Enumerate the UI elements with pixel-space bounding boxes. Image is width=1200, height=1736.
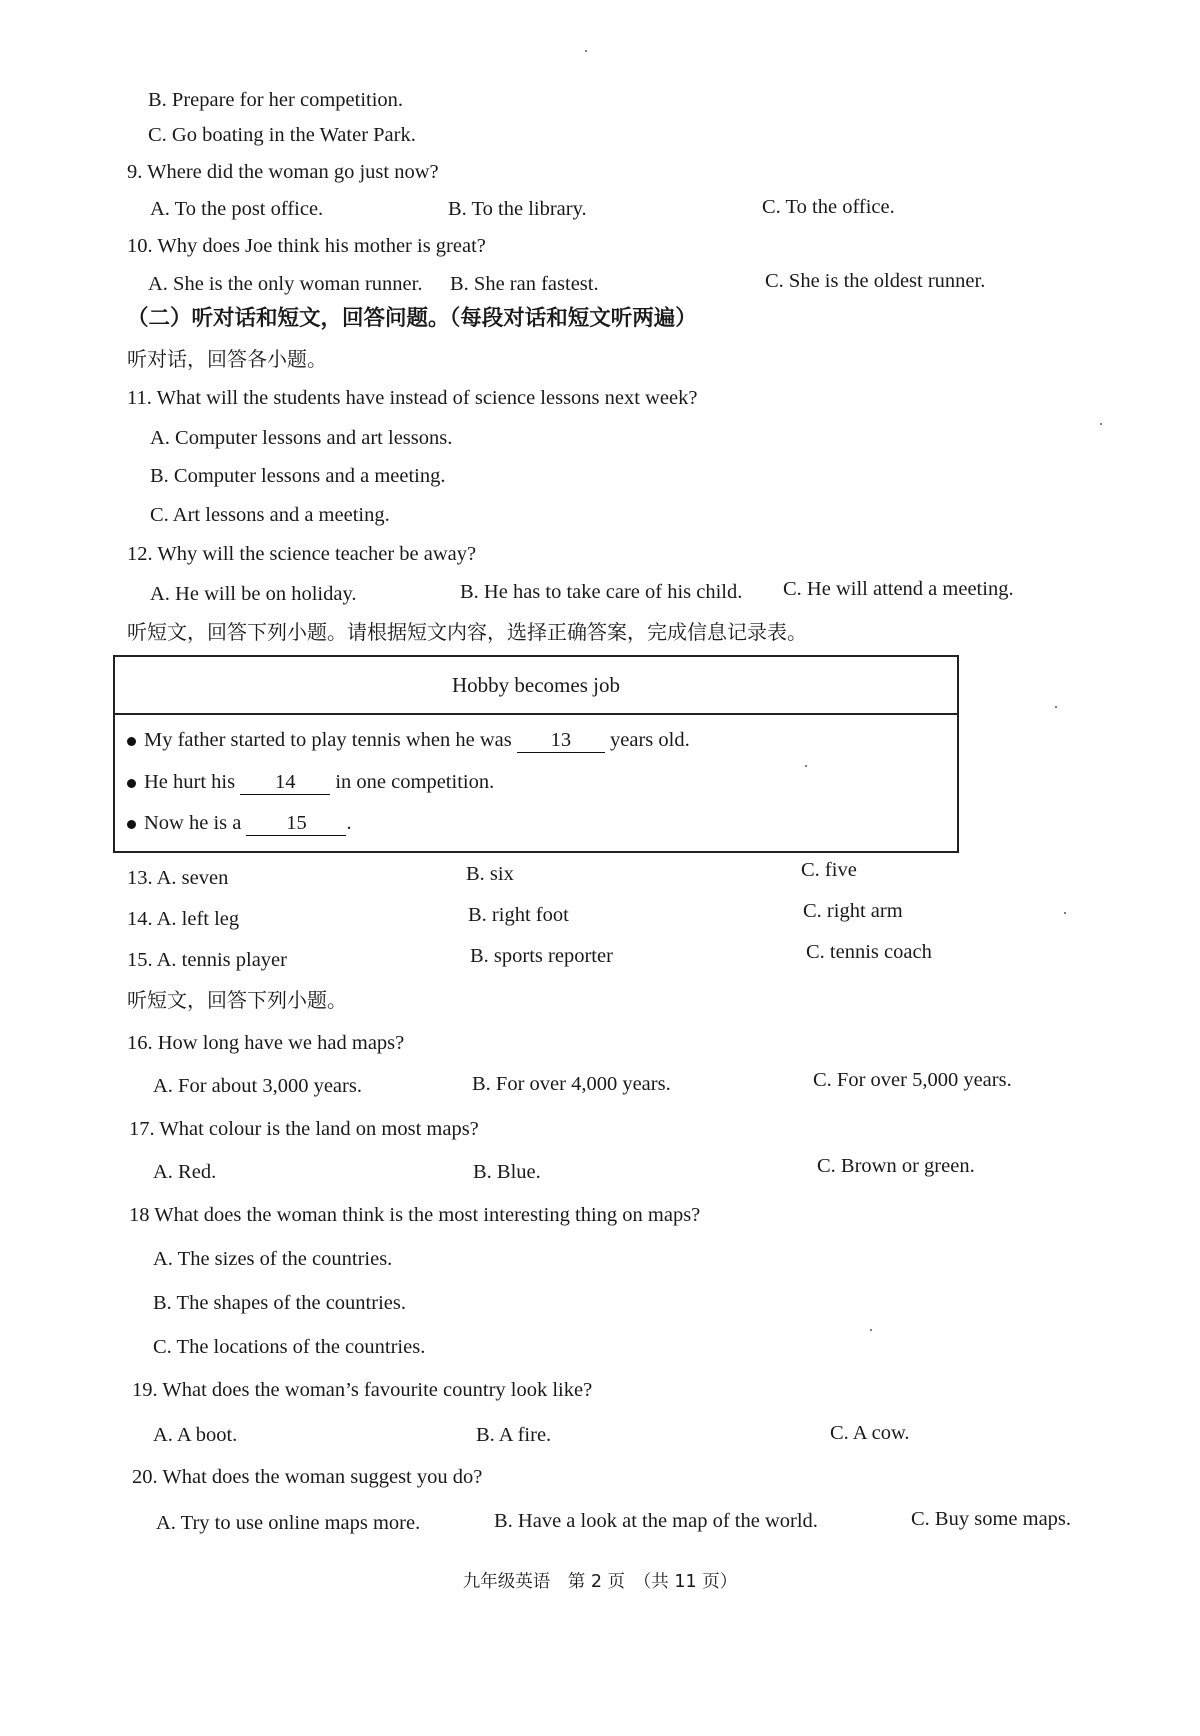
q18-option-c: C. The locations of the countries. xyxy=(153,1336,426,1358)
question-19: 19. What does the woman’s favourite country look like? xyxy=(132,1379,593,1401)
q11-option-a: A. Computer lessons and art lessons. xyxy=(150,427,453,449)
row2-suffix: in one competition. xyxy=(335,771,495,793)
instruction-passage-1: 听短文，回答下列小题。请根据短文内容，选择正确答案，完成信息记录表。 xyxy=(127,620,807,644)
q13-option-c: C. five xyxy=(801,859,857,881)
table-title: Hobby becomes job xyxy=(115,657,957,715)
q16-option-c: C. For over 5,000 years. xyxy=(813,1069,1012,1091)
table-row-2 xyxy=(127,771,494,795)
q10-option-a: A. She is the only woman runner. xyxy=(148,273,423,295)
q19-option-c: C. A cow. xyxy=(830,1422,910,1444)
q12-option-c: C. He will attend a meeting. xyxy=(783,578,1014,600)
q20-option-c: C. Buy some maps. xyxy=(911,1508,1072,1530)
q18-option-b: B. The shapes of the countries. xyxy=(153,1292,406,1314)
bullet-icon xyxy=(127,737,136,746)
question-16: 16. How long have we had maps? xyxy=(127,1032,405,1054)
row1-suffix: years old. xyxy=(610,729,690,751)
q18-option-a: A. The sizes of the countries. xyxy=(153,1248,393,1270)
q14-option-c: C. right arm xyxy=(803,900,903,922)
q20-option-b: B. Have a look at the map of the world. xyxy=(494,1510,818,1532)
table-row-1 xyxy=(127,729,690,753)
instruction-dialogue: 听对话，回答各小题。 xyxy=(127,347,327,371)
info-record-table xyxy=(113,655,959,853)
q12-option-a: A. He will be on holiday. xyxy=(150,583,357,605)
q10-option-b: B. She ran fastest. xyxy=(450,273,599,295)
row1-text: My father started to play tennis when he was xyxy=(144,729,512,751)
q13-option-a: 13. A. seven xyxy=(127,867,229,889)
q9-option-c: C. To the office. xyxy=(762,196,895,218)
q9-option-b: B. To the library. xyxy=(448,198,587,220)
q16-option-b: B. For over 4,000 years. xyxy=(472,1073,671,1095)
question-10: 10. Why does Joe think his mother is great? xyxy=(127,235,486,257)
q12-option-b: B. He has to take care of his child. xyxy=(460,581,743,603)
q15-option-a: 15. A. tennis player xyxy=(127,949,287,971)
instruction-passage-2: 听短文，回答下列小题。 xyxy=(127,988,347,1012)
blank-13: 13 xyxy=(517,729,605,753)
question-12: 12. Why will the science teacher be away? xyxy=(127,543,477,565)
q11-option-c: C. Art lessons and a meeting. xyxy=(150,504,390,526)
table-row-3 xyxy=(127,812,352,836)
scan-speck xyxy=(1055,706,1057,708)
q17-option-a: A. Red. xyxy=(153,1161,217,1183)
question-18: 18 What does the woman think is the most interesting thing on maps? xyxy=(129,1204,701,1226)
row3-text: Now he is a xyxy=(144,812,242,834)
blank-14: 14 xyxy=(240,771,330,795)
question-17: 17. What colour is the land on most maps? xyxy=(129,1118,479,1140)
q9-option-a: A. To the post office. xyxy=(150,198,324,220)
question-20: 20. What does the woman suggest you do? xyxy=(132,1466,483,1488)
q11-option-b: B. Computer lessons and a meeting. xyxy=(150,465,446,487)
scan-speck xyxy=(585,50,587,52)
page-footer: 九年级英语 第 2 页 （共 11 页） xyxy=(462,1572,738,1592)
q17-option-c: C. Brown or green. xyxy=(817,1155,975,1177)
option-c-prev: C. Go boating in the Water Park. xyxy=(148,124,416,146)
q15-option-b: B. sports reporter xyxy=(470,945,613,967)
q14-option-a: 14. A. left leg xyxy=(127,908,240,930)
bullet-icon xyxy=(127,820,136,829)
q13-option-b: B. six xyxy=(466,863,514,885)
q16-option-a: A. For about 3,000 years. xyxy=(153,1075,362,1097)
question-11: 11. What will the students have instead of science lessons next week? xyxy=(127,387,698,409)
q10-option-c: C. She is the oldest runner. xyxy=(765,270,986,292)
question-9: 9. Where did the woman go just now? xyxy=(127,161,439,183)
option-b-prev: B. Prepare for her competition. xyxy=(148,89,404,111)
q19-option-a: A. A boot. xyxy=(153,1424,238,1446)
q14-option-b: B. right foot xyxy=(468,904,569,926)
q20-option-a: A. Try to use online maps more. xyxy=(156,1512,421,1534)
q15-option-c: C. tennis coach xyxy=(806,941,932,963)
scan-speck xyxy=(1100,423,1102,425)
scan-speck xyxy=(1064,912,1066,914)
q17-option-b: B. Blue. xyxy=(473,1161,541,1183)
row2-text: He hurt his xyxy=(144,771,236,793)
row3-suffix: . xyxy=(346,812,352,834)
scan-speck xyxy=(870,1329,872,1331)
blank-15: 15 xyxy=(246,812,346,836)
bullet-icon xyxy=(127,779,136,788)
scan-speck xyxy=(805,765,807,767)
q19-option-b: B. A fire. xyxy=(476,1424,552,1446)
section-2-heading: （二）听对话和短文，回答问题。（每段对话和短文听两遍） xyxy=(127,306,697,331)
